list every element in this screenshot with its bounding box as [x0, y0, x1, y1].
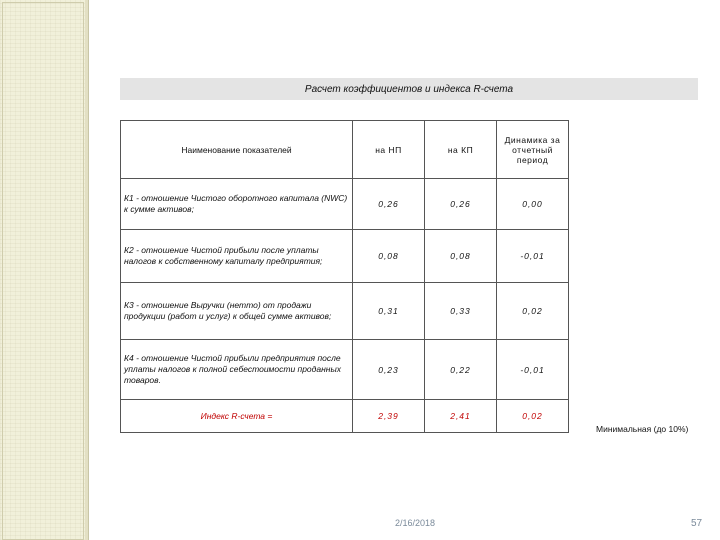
- table-row: [121, 230, 569, 283]
- page-number: 57: [691, 518, 703, 529]
- side-panel-border: [2, 2, 84, 540]
- index-end: 2,41: [425, 400, 497, 433]
- table-row: [121, 179, 569, 230]
- row-name: К3 - отношение Выручки (нетто) от продажи продукции (работ и услуг) к общей сумме активов;: [121, 283, 353, 340]
- slide-date: 2/16/2018: [395, 518, 436, 528]
- row-name: К4 - отношение Чистой прибыли предприятия после уплаты налогов к полной себестоимости проданных товаров.: [121, 340, 353, 400]
- index-row: [121, 400, 569, 433]
- row-name: К1 - отношение Чистого оборотного капитала (NWC) к сумме активов;: [121, 179, 353, 230]
- dynamics-note: Минимальная (до 10%): [596, 424, 689, 434]
- header-dynamics: Динамика за отчетный период: [497, 121, 569, 179]
- header-start: на НП: [353, 121, 425, 179]
- row-end: 0,22: [425, 340, 497, 400]
- row-start: 0,23: [353, 340, 425, 400]
- row-end: 0,33: [425, 283, 497, 340]
- header-name: Наименование показателей: [121, 121, 353, 179]
- row-name: К2 - отношение Чистой прибыли после уплаты налогов к собственному капиталу предприятия;: [121, 230, 353, 283]
- table-row: [121, 340, 569, 400]
- row-end: 0,08: [425, 230, 497, 283]
- index-dynamics: 0,02: [497, 400, 569, 433]
- table-row: [121, 283, 569, 340]
- index-label: Индекс R-счета =: [121, 400, 353, 433]
- index-start: 2,39: [353, 400, 425, 433]
- row-end: 0,26: [425, 179, 497, 230]
- row-dynamics: -0,01: [497, 340, 569, 400]
- row-dynamics: 0,00: [497, 179, 569, 230]
- row-start: 0,26: [353, 179, 425, 230]
- header-row: [121, 121, 569, 179]
- header-end: на КП: [425, 121, 497, 179]
- table-title: Расчет коэффициентов и индекса R-счета: [120, 78, 698, 100]
- row-dynamics: 0,02: [497, 283, 569, 340]
- side-decoration-panel: [0, 0, 89, 540]
- r-score-table: [120, 120, 569, 433]
- row-start: 0,31: [353, 283, 425, 340]
- row-start: 0,08: [353, 230, 425, 283]
- row-dynamics: -0,01: [497, 230, 569, 283]
